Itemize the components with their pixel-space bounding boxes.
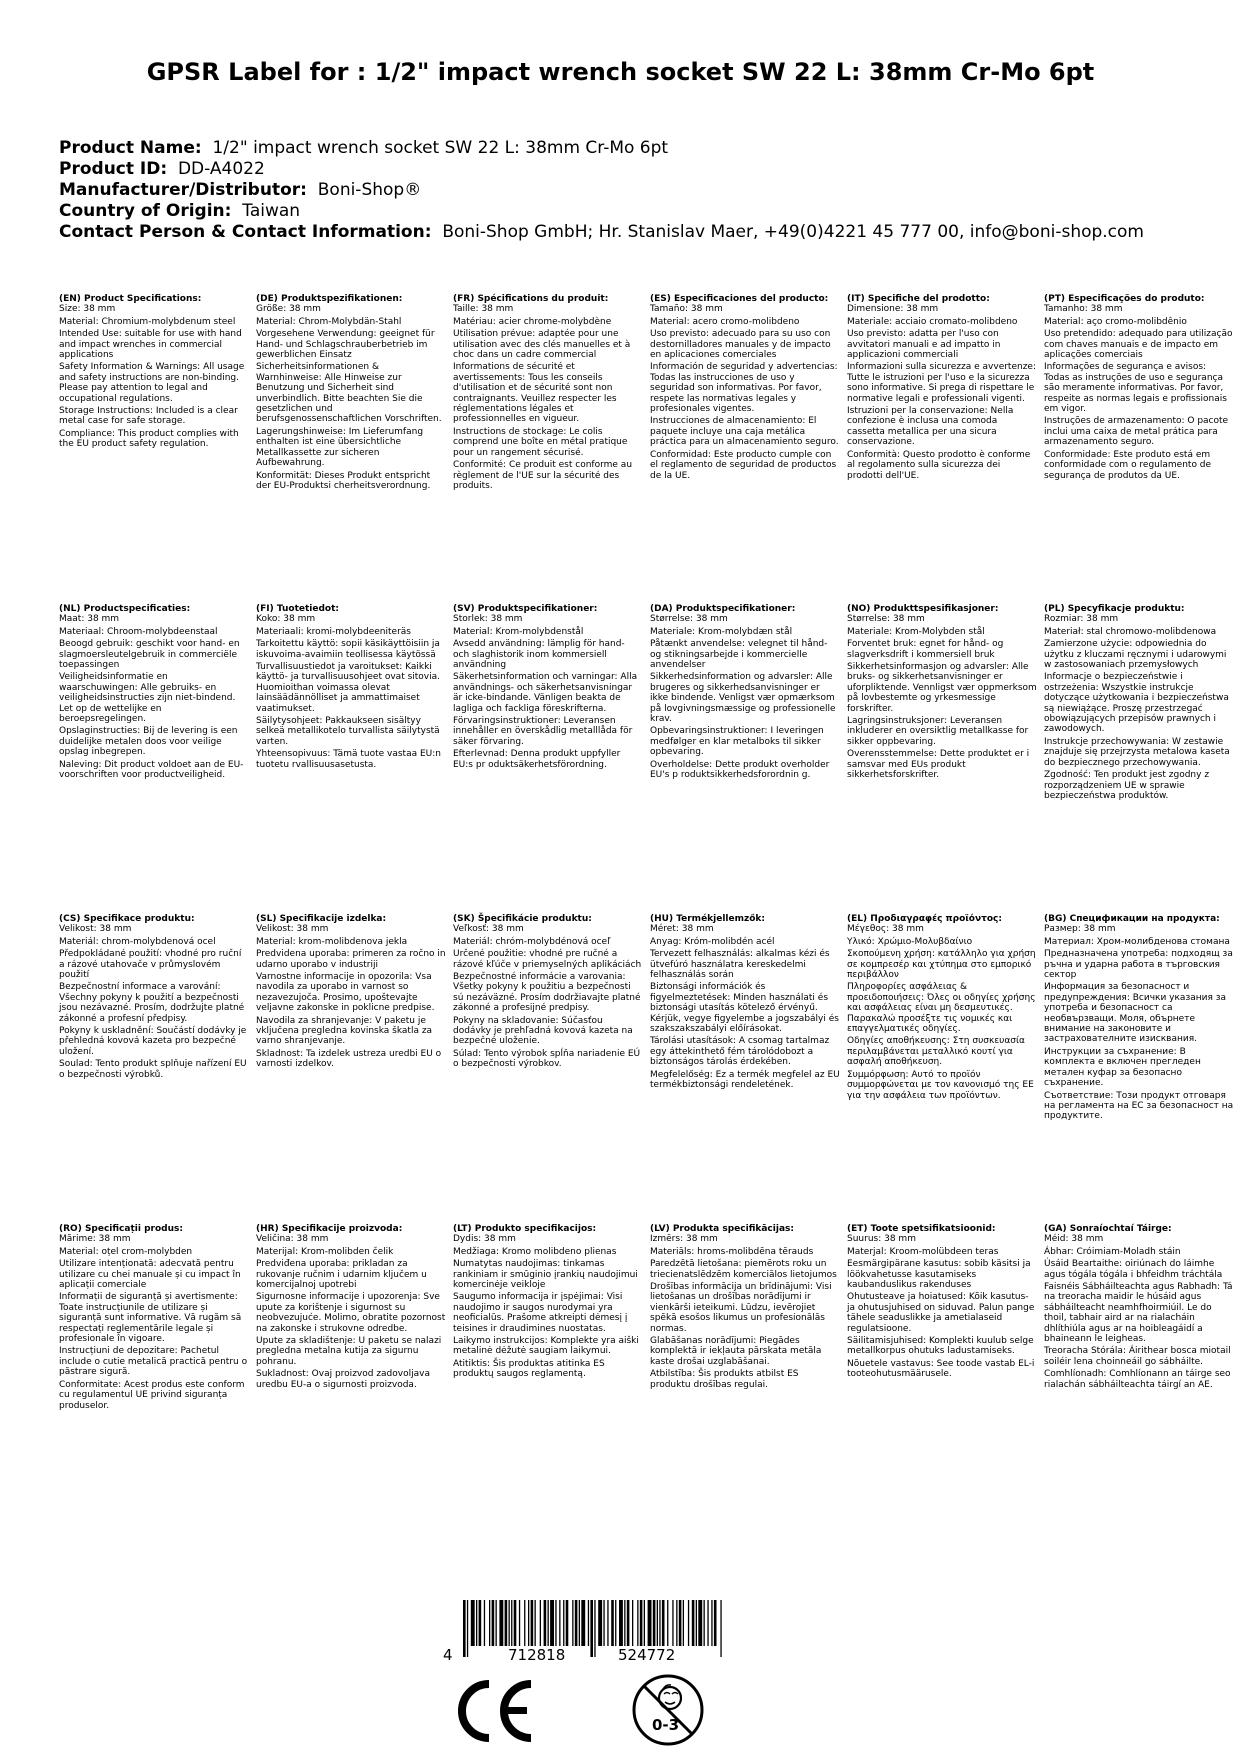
barcode-bar	[598, 1600, 602, 1646]
spec-line: Saugumo informacija ir įspėjimai: Visi naudojimo ir saugos nurodymai yra neoficialūs. Prašome atkreipti dėmesį į teisines ir draudimines nuostatas.	[453, 1292, 628, 1334]
spec-line: Materiał: stal chromowo-molibdenowa	[1044, 626, 1217, 637]
spec-line: Material: Krom-molybdenstål	[453, 626, 584, 637]
language-heading: (EL) Προδιαγραφές προϊόντος:	[847, 914, 1002, 924]
spec-line: Storage Instructions: Included is a clear metal case for safe storage.	[59, 406, 238, 427]
spec-line: Skladnost: Ta izdelek ustreza uredbi EU o varnosti izdelkov.	[256, 1048, 442, 1070]
spec-line: Conformità: Questo prodotto è conforme al regolamento sulla sicurezza dei prodotti dell'UE.	[847, 449, 1031, 481]
language-block	[1044, 294, 1234, 483]
language-heading: (NO) Produkttspesifikasjoner:	[847, 604, 999, 614]
spec-line: Conformidad: Este producto cumple con el reglamento de seguridad de productos de la UE.	[650, 449, 837, 481]
spec-line: Konformität: Dieses Produkt entspricht der EU-Produktsi cherheitsverordnung.	[256, 470, 431, 491]
barcode-bar	[653, 1600, 656, 1646]
info-label: Product ID:	[59, 159, 168, 179]
spec-line: Material: Chrom-Molybdän-Stahl	[256, 316, 402, 327]
spec-line: Soulad: Tento produkt splňuje nařízení EU o bezpečnosti výrobků.	[59, 1059, 247, 1080]
barcode-bar	[531, 1600, 534, 1646]
barcode-bar	[479, 1600, 482, 1646]
spec-line: Størrelse: 38 mm	[847, 614, 925, 625]
language-block	[59, 604, 249, 783]
spec-line: Súlad: Tento výrobok spĺňa nariadenie EÚ o bezpečnosti výrobkov.	[453, 1048, 641, 1070]
language-heading: (FR) Spécifications du produit:	[453, 294, 609, 304]
spec-line: Materiale: Krom-molybdæn stål	[650, 626, 793, 637]
spec-line: Sicherheitsinformationen & Warnhinweise: Alle Hinweise zur Benutzung und Sicherheit sind unverbindlich. Bitte beachten Sie die gesetzlichen und berufsgenossenschaftlichen Vorschriften.	[256, 362, 442, 425]
spec-line: Pokyny na skladovanie: Súčasťou dodávky je prehľadná kovová kazeta na bezpečné uloženie.	[453, 1015, 633, 1047]
language-heading: (HR) Specifikacije proizvoda:	[256, 1224, 403, 1234]
spec-line: Efterlevnad: Denna produkt uppfyller EU:s pr oduktsäkerhetsförordning.	[453, 749, 621, 770]
language-block	[453, 294, 643, 493]
spec-line: Sukladnost: Ovaj proizvod zadovoljava uredbu EU-a o sigurnosti proizvoda.	[256, 1369, 430, 1390]
spec-line: Uso previsto: adecuado para su uso con destornilladores manuales y de impacto en aplicaciones comerciales	[650, 329, 831, 361]
info-label: Country of Origin:	[59, 201, 232, 221]
spec-line: Medžiaga: Kromo molibdeno plienas	[453, 1246, 617, 1257]
barcode-bar	[640, 1600, 643, 1646]
spec-line: Bezpečnostní informace a varování: Všechny pokyny k použití a bezpečnosti jsou nezávazné. Prosím, dodržujte platné zákonné a profesní předpisy.	[59, 982, 245, 1024]
info-product-name	[59, 138, 1144, 159]
spec-line: Πληροφορίες ασφάλειας & προειδοποιήσεις: Όλες οι οδηγίες χρήσης και ασφάλειας είναι μη δεσμευτικές. Παρακαλώ προσέξτε τις νομικές και επαγγελματικές οδηγίες.	[847, 982, 1036, 1035]
language-heading: (ES) Especificaciones del producto:	[650, 294, 829, 304]
spec-line: Maat: 38 mm	[59, 614, 120, 625]
language-block	[650, 1224, 840, 1392]
barcode-bar	[711, 1600, 712, 1646]
spec-line: Lagerungshinweise: Im Lieferumfang enthalten ist eine übersichtliche Metallkassette zur sicheren Aufbewahrung.	[256, 426, 424, 469]
barcode-bar	[540, 1600, 541, 1646]
info-product-id	[59, 159, 1144, 180]
spec-line: Informacje o bezpieczeństwie i ostrzeżenia: Wszystkie instrukcje dotyczące użytkowania i bezpieczeństwa są niewiążące. Proszę przestrzegać obowiązujących przepisów prawnych i zawodowych.	[1044, 672, 1229, 735]
barcode-bar	[514, 1600, 517, 1646]
spec-line: Rozmiar: 38 mm	[1044, 614, 1119, 625]
spec-line: Informații de siguranță și avertismente: Toate instrucțiunile de utilizare și siguranță sunt informative. Vă rugăm să respectați reglementările legale și profesionale în vigoare.	[59, 1292, 242, 1345]
barcode-bar	[619, 1600, 623, 1646]
barcode-bar	[692, 1600, 695, 1646]
spec-line: Forventet bruk: egnet for hånd- og slagverksdrift i kommersiell bruk	[847, 639, 1004, 660]
spec-line: Material: Chromium-molybdenum steel	[59, 316, 236, 327]
spec-line: Tarkoitettu käyttö: sopii käsikäyttöisiin ja iskuvoima-avaimiin teollisessa käytössä	[256, 639, 440, 660]
spec-line: Sikkerhetsinformasjon og advarsler: Alle bruks- og sikkerhetsanvisninger er uforpliktende. Vennligst vær oppmerksom på lovbestemte og yrkesmessige forskrifter.	[847, 662, 1037, 714]
spec-line: Určené použitie: vhodné pre ručné a rázové kľúče v priemyselných aplikáciách	[453, 949, 642, 970]
spec-line: Instruções de armazenamento: O pacote inclui uma caixa de metal prática para armazenamento seguro.	[1044, 416, 1229, 448]
spec-line: Säkerhetsinformation och varningar: Alla användnings- och säkerhetsanvisningar är icke-bindande. Vänligen beakta de lagliga och fackliga föreskrifterna.	[453, 672, 638, 714]
spec-line: Materiaal: Chroom-molybdeenstaal	[59, 626, 218, 637]
spec-line: Materiál: chrom-molybdenová ocel	[59, 936, 216, 947]
language-block	[847, 604, 1037, 783]
spec-line: Laikymo instrukcijos: Komplekte yra aiški metalinė dėžutė saugiam laikymui.	[453, 1336, 639, 1357]
barcode-bar	[511, 1600, 512, 1646]
barcode-bar	[535, 1600, 536, 1646]
language-block	[59, 1224, 249, 1413]
spec-line: Ábhar: Cróimiam-Moladh stáin	[1044, 1246, 1181, 1257]
language-block	[453, 914, 643, 1072]
spec-line: Safety Information & Warnings: All usage and safety instructions are non-binding. Please pay attention to legal and occupational regulations.	[59, 362, 245, 404]
spec-line: Conformité: Ce produit est conforme au règlement de l'UE sur la sécurité des produits.	[453, 460, 633, 491]
barcode-bar	[590, 1600, 593, 1657]
barcode-bar	[476, 1600, 477, 1646]
spec-line: Utilisation prévue: adaptée pour une utilisation avec des clés manuelles et à choc dans un cadre commercial	[453, 329, 631, 361]
spec-line: Υλικό: Χρώμιο-Μολυβδαίνιο	[847, 936, 973, 947]
ce-mark-icon	[455, 1676, 535, 1746]
info-country	[59, 201, 1144, 222]
spec-line: Numatytas naudojimas: tinkamas rankiniam ir smūginio įrankių naudojimui komercinėje veikloje	[453, 1259, 638, 1291]
language-heading: (LT) Produkto specifikacijos:	[453, 1224, 597, 1234]
spec-line: Material: aço cromo-molibdênio	[1044, 316, 1187, 327]
barcode-bar	[615, 1600, 616, 1646]
spec-line: Materiale: acciaio cromato-molibdeno	[847, 316, 1018, 327]
spec-line: Suurus: 38 mm	[847, 1234, 916, 1245]
spec-line: Tamanho: 38 mm	[1044, 304, 1123, 315]
barcode-bar	[544, 1600, 547, 1646]
barcode-bar	[603, 1600, 604, 1646]
spec-line: Paredzētā lietošana: piemērots roku un triecienatslēdzēm komerciālos lietojumos	[650, 1259, 837, 1280]
spec-line: Informations de sécurité et avertissements: Tous les conseils d'utilisation et de sécurité sont non contraignants. Veuillez respecter les réglementations légales et professionnelles en vigueur.	[453, 362, 617, 425]
barcode-bar	[489, 1600, 490, 1646]
spec-line: Anyag: Króm-molibdén acél	[650, 936, 775, 947]
spec-line: Materjal: Kroom-molübdeen teras	[847, 1246, 999, 1257]
spec-line: Mărime: 38 mm	[59, 1234, 131, 1245]
spec-line: Zamierzone użycie: odpowiednia do użytku z kluczami ręcznymi i udarowymi w zastosowaniach przemysłowych	[1044, 639, 1227, 671]
barcode-bar	[579, 1600, 580, 1646]
language-block	[847, 914, 1037, 1103]
info-value: DD-A4022	[177, 159, 265, 179]
spec-line: Velikost: 38 mm	[59, 924, 132, 935]
info-label: Manufacturer/Distributor:	[59, 180, 307, 200]
spec-line: Zgodność: Ten produkt jest zgodny z rozporządzeniem UE w sprawie bezpieczeństwa produktów.	[1044, 770, 1210, 801]
spec-line: Upute za skladištenje: U paketu se nalazi pregledna metalna kutija za sigurnu pohranu.	[256, 1336, 442, 1367]
spec-line: Ohutusteave ja hoiatused: Kõik kasutus- ja ohutusjuhised on siduvad. Palun pange tähele seaduslikke ja ametialaseid regulatsioone.	[847, 1292, 1035, 1334]
spec-line: Istruzioni per la conservazione: Nella confezione è inclusa una comoda cassetta metallica per una sicura conservazione.	[847, 406, 1014, 448]
language-heading: (ET) Toote spetsifikatsioonid:	[847, 1224, 996, 1234]
barcode-bar	[688, 1600, 689, 1646]
spec-line: Biztonsági információk és figyelmeztetések: Minden használati és biztonsági utasítás kötelező érvényű. Kérjük, vegye figyelembe a jogszabályi és szakszakszabályi előírásokat.	[650, 982, 839, 1035]
language-block	[650, 294, 840, 483]
barcode-bar	[632, 1600, 633, 1646]
barcode-bar	[555, 1600, 556, 1646]
barcode-bar	[463, 1600, 466, 1657]
spec-line: Informações de segurança e avisos: Todas as instruções de uso e segurança são meramente informativas. Por favor, respeite as normas legais e profissionais em vigor.	[1044, 362, 1227, 415]
spec-line: Atitiktis: Šis produktas atitinka ES produktų saugos reglamentą.	[453, 1358, 605, 1380]
barcode-bar	[720, 1600, 721, 1657]
barcode-bar	[471, 1600, 475, 1646]
spec-line: Vorgesehene Verwendung: geeignet für Hand- und Schlagschrauberbetrieb im gewerblichen Einsatz	[256, 329, 435, 361]
spec-line: Tárolási utasítások: A csomag tartalmaz egy áttekinthető fém tárolódobozt a biztonságos tárolás érdekében.	[650, 1036, 830, 1068]
barcode-bar	[644, 1600, 645, 1646]
barcode-bar	[637, 1600, 638, 1646]
barcode-bar	[484, 1600, 485, 1646]
spec-line: Veličina: 38 mm	[256, 1234, 329, 1245]
spec-line: Varnostne informacije in opozorila: Vsa navodila za uporabo in varnost so nezavezujoča. Prosimo, upoštevajte veljavne zakonske in poklicne predpise.	[256, 972, 435, 1014]
barcode-bar	[588, 1600, 589, 1646]
info-value: Boni-Shop®	[317, 180, 422, 200]
spec-line: Tervezett felhasználás: alkalmas kézi és ütvefúró használatra kereskedelmi felhasználás során	[650, 949, 830, 981]
spec-line: Materiaali: kromi-molybdeeniteräs	[256, 626, 411, 637]
language-heading: (CS) Specifikace produktu:	[59, 914, 195, 924]
barcode-bar	[659, 1600, 660, 1646]
language-heading: (HU) Termékjellemzők:	[650, 914, 766, 924]
spec-line: Overensstemmelse: Dette produktet er i samsvar med EUs produkt sikkerhetsforskrifter.	[847, 749, 1030, 781]
spec-line: Izmērs: 38 mm	[650, 1234, 718, 1245]
barcode-bar	[550, 1600, 554, 1646]
spec-line: Informazioni sulla sicurezza e avvertenze: Tutte le istruzioni per l'uso e la sicurezza sono informative. Si prega di rispettare le normative legali e professionali vigenti.	[847, 362, 1036, 404]
spec-line: Comhlíonadh: Comhlíonann an táirge seo rialachán sábháilteachta táirgí an AE.	[1044, 1369, 1231, 1390]
spec-line: Материал: Хром-молибденова стомана	[1044, 936, 1230, 947]
spec-line: Avsedd användning: lämplig för hand- och slaghistorik inom kommersiell användning	[453, 639, 625, 671]
language-block	[453, 1224, 643, 1382]
barcode-bar	[714, 1600, 717, 1646]
spec-line: Materiāls: hroms-molibdēna tērauds	[650, 1246, 814, 1257]
language-block	[453, 604, 643, 772]
language-block	[59, 914, 249, 1082]
spec-line: Predvidena uporaba: primeren za ročno in udarno uporabo v industriji	[256, 949, 446, 970]
spec-line: Förvaringsinstruktioner: Leveransen innehåller en överskådlig metalllåda för säker förvaring.	[453, 716, 633, 747]
language-block	[1044, 604, 1234, 803]
barcode-first-digit: 4	[443, 1646, 453, 1664]
language-heading: (BG) Спецификации на продукта:	[1044, 914, 1220, 924]
spec-line: Conformitate: Acest produs este conform cu regulamentul UE privind siguranța produselor.	[59, 1379, 245, 1411]
spec-line: Instrukcje przechowywania: W zestawie znajduje się przejrzysta metalowa kaseta do bezpiecznego przechowywania.	[1044, 736, 1230, 768]
spec-line: Предназначена употреба: подходящ за ръчна и ударна работа в търговския сектор	[1044, 949, 1233, 981]
barcode-bar	[667, 1600, 668, 1646]
spec-line: Säilytysohjeet: Pakkaukseen sisältyy selkeä metallikotelo turvallista säilytystä varten.	[256, 716, 440, 747]
spec-line: Turvallisuustiedot ja varoitukset: Kaikki käyttö- ja turvallisuusohjeet ovat sitovia. Huomioithan voimassa olevat lainsäädännölliset ja ammattimaiset vaatimukset.	[256, 662, 441, 714]
barcode-bar	[672, 1600, 673, 1646]
spec-line: Pokyny k uskladnění: Součástí dodávky je přehledná kovová kazeta pro bezpečné uložení.	[59, 1026, 247, 1057]
spec-line: Utilizare intenționată: adecvată pentru utilizare cu chei manuale și cu impact în aplicații comerciale	[59, 1259, 241, 1291]
spec-line: Materijal: Krom-molibden čelik	[256, 1246, 394, 1257]
barcode-bar	[698, 1600, 702, 1646]
barcode-bar	[594, 1600, 595, 1657]
barcode-right-digits: 524772	[618, 1646, 676, 1664]
spec-line: Säilitamisjuhised: Komplekti kuulub selge metallkorpus ohutuks ladustamiseks.	[847, 1336, 1034, 1357]
barcode-bar	[499, 1600, 503, 1646]
spec-line: Beoogd gebruik: geschikt voor hand- en slagmoersleutelgebruik in commerciële toepassingen	[59, 639, 240, 671]
spec-line: Velikost: 38 mm	[256, 924, 329, 935]
language-heading: (FI) Tuotetiedot:	[256, 604, 340, 614]
product-info	[59, 138, 1144, 243]
info-value: 1/2" impact wrench socket SW 22 L: 38mm Cr-Mo 6pt	[212, 138, 669, 158]
language-block	[847, 1224, 1037, 1382]
spec-line: Eesmärgipärane kasutus: sobib käsitsi ja löökvahetusse kasutamiseks kaubanduslikus rakenduses	[847, 1259, 1031, 1291]
spec-line: Méret: 38 mm	[650, 924, 714, 935]
language-heading: (IT) Specifiche del prodotto:	[847, 294, 990, 304]
spec-line: Σκοπούμενη χρήση: κατάλληλο για χρήση σε κομπρεσέρ και χτύπημα στο εμπορικό περιβάλλον	[847, 949, 1036, 981]
language-block	[256, 914, 446, 1072]
language-heading: (PT) Especificações do produto:	[1044, 294, 1205, 304]
info-value: Boni-Shop GmbH; Hr. Stanislav Maer, +49(0)4221 45 777 00, info@boni-shop.com	[442, 222, 1144, 242]
spec-line: Uso previsto: adatta per l'uso con avvitatori manuali e ad impatto in applicazioni commerciali	[847, 329, 1001, 361]
barcode-bar	[566, 1600, 569, 1646]
spec-line: Størrelse: 38 mm	[650, 614, 728, 625]
barcode-bar	[611, 1600, 614, 1646]
spec-line: Información de seguridad y advertencias: Todas las instrucciones de uso y seguridad son informativas. Por favor, respete las normativas legales y profesionales vigentes.	[650, 362, 838, 415]
language-block	[256, 1224, 446, 1392]
barcode-bar	[657, 1600, 658, 1646]
spec-line: Faisnéis Sábháilteachta agus Rabhadh: Tá na treoracha maidir le húsáid agus sábháilteacht neamhfhoirmiúil. Le do thoil, tabhair aird ar na rialacháin dhlíthiúla agus ar na hoibleagáidí a bhaineann le leigheas.	[1044, 1282, 1233, 1345]
barcode-bar	[505, 1600, 508, 1646]
info-label: Product Name:	[59, 138, 202, 158]
spec-line: Οδηγίες αποθήκευσης: Στη συσκευασία περιλαμβάνεται μεταλλικό κουτί για ασφαλή αποθήκευση.	[847, 1036, 1025, 1068]
spec-line: Μέγεθος: 38 mm	[847, 924, 924, 935]
barcode-bar	[676, 1600, 677, 1646]
spec-line: Úsáid Beartaithe: oiriúnach do láimhe agus tógála tógála i bhfeidhm tráchtála	[1044, 1259, 1223, 1280]
language-block	[650, 604, 840, 783]
barcode-bar	[627, 1600, 630, 1646]
barcode-bar	[575, 1600, 578, 1646]
language-heading: (DE) Produktspezifikationen:	[256, 294, 403, 304]
barcode-bar	[572, 1600, 573, 1646]
spec-line: Matériau: acier chrome-molybdène	[453, 316, 612, 327]
spec-line: Drošības informācija un brīdinājumi: Visi lietošanas un drošības norādījumi ir vienkārši ieteikumi. Lūdzu, ievērojiet spēkā esošos likumus un profesionālās normas.	[650, 1282, 832, 1334]
barcode-bar	[679, 1600, 682, 1646]
spec-line: Predviđena uporaba: prikladan za rukovanje ručnim i udarnim ključem u komercijalnoj upotrebi	[256, 1259, 427, 1291]
spec-line: Съответствие: Този продукт отговаря на регламента на ЕС за безопасност на продуктите.	[1044, 1090, 1234, 1122]
spec-line: Materiál: chróm-molybdénová oceľ	[453, 936, 611, 947]
spec-line: Size: 38 mm	[59, 304, 116, 315]
not-for-children-0-3-icon	[630, 1672, 706, 1748]
language-heading: (LV) Produkta specifikācijas:	[650, 1224, 794, 1234]
spec-line: Overholdelse: Dette produkt overholder EU's p roduktsikkerhedsforordnin g.	[650, 759, 830, 781]
barcode-bar	[662, 1600, 665, 1646]
language-block	[847, 294, 1037, 483]
spec-line: Opslaginstructies: Bij de levering is een duidelijke metalen doos voor veilige opslag inbegrepen.	[59, 726, 238, 758]
language-block	[256, 294, 446, 493]
spec-line: Veľkosť: 38 mm	[453, 924, 524, 935]
barcode-bar	[624, 1600, 625, 1646]
spec-line: Navodila za shranjevanje: V paketu je vključena pregledna kovinska škatla za varno shranjevanje.	[256, 1015, 433, 1047]
barcode-bar	[683, 1600, 684, 1646]
info-manufacturer	[59, 180, 1144, 201]
spec-line: Bezpečnostné informácie a varovania: Všetky pokyny k použitiu a bezpečnosti sú nezáväzné. Prosím dodržiavajte platné zákonné a profesijné predpisy.	[453, 972, 641, 1014]
spec-line: Taille: 38 mm	[453, 304, 514, 315]
spec-line: Информация за безопасност и предупреждения: Всички указания за употреба и безопасност са необвързващи. Моля, обърнете внимание на законовите и застраховатeлните изисквания.	[1044, 982, 1227, 1045]
spec-line: Sikkerhedsinformation og advarsler: Alle brugeres og sikkerhedsanvisninger er ikke bindende. Venligst vær opmærksom på lovgivningsmæssige og professionelle krav.	[650, 672, 836, 725]
spec-line: Glabāšanas norādījumi: Piegādes komplektā ir iekļauta pārskata metāla kaste drošai uzglabāšanai.	[650, 1336, 822, 1367]
barcode-bar	[559, 1600, 560, 1646]
spec-line: Compliance: This product complies with the EU product safety regulation.	[59, 428, 239, 450]
spec-line: Instrucțiuni de depozitare: Pachetul include o cutie metalică practică pentru o păstrare sigură.	[59, 1346, 248, 1378]
language-heading: (SV) Produktspecifikationer:	[453, 604, 598, 614]
barcode-left-digits: 712818	[508, 1646, 566, 1664]
spec-line: Naleving: Dit product voldoet aan de EU-voorschriften voor productveiligheid.	[59, 759, 244, 781]
spec-line: Dimensione: 38 mm	[847, 304, 939, 315]
spec-line: Intended Use: suitable for use with hand and impact wrenches in commercial applications	[59, 329, 242, 361]
spec-line: Συμμόρφωση: Αυτό το προϊόν συμμορφώνεται με τον κανονισμό της ΕΕ για την ασφάλεια των προϊόντων.	[847, 1069, 1034, 1101]
barcode-bar	[707, 1600, 708, 1646]
language-block	[256, 604, 446, 772]
info-label: Contact Person & Contact Information:	[59, 222, 432, 242]
spec-line: Conformidade: Este produto está em conformidade com o regulamento de segurança de produtos da UE.	[1044, 449, 1212, 481]
language-block	[59, 294, 249, 452]
barcode-bar	[524, 1600, 525, 1646]
language-block	[1044, 914, 1234, 1124]
barcode-bar	[492, 1600, 495, 1646]
spec-line: Instrucciones de almacenamiento: El paquete incluye una caja metálica práctica para un almacenamiento seguro.	[650, 416, 839, 448]
spec-line: Material: oțel crom-molybden	[59, 1246, 193, 1257]
language-block	[650, 914, 840, 1093]
spec-line: Atbilstība: Šis produkts atbilst ES produktu drošības regulai.	[650, 1369, 799, 1390]
language-block	[1044, 1224, 1234, 1392]
barcode-bar	[467, 1600, 468, 1657]
spec-line: Treoracha Stórála: Áirithear bosca miotail soiléir lena choinneáil go sábháilte.	[1044, 1346, 1231, 1367]
barcode-bar	[563, 1600, 564, 1646]
spec-line: Größe: 38 mm	[256, 304, 321, 315]
barcode-bar	[509, 1600, 510, 1646]
spec-line: Material: acero cromo-molibdeno	[650, 316, 800, 327]
barcode-bar	[648, 1600, 652, 1646]
spec-line: Material: krom-molibdenova jekla	[256, 936, 408, 947]
barcode-bar	[704, 1600, 705, 1646]
spec-line: Storlek: 38 mm	[453, 614, 523, 625]
spec-line: Lagringsinstruksjoner: Leveransen inkluderer en oversiktlig metallkasse for sikker oppbevaring.	[847, 716, 1029, 747]
spec-line: Размер: 38 mm	[1044, 924, 1116, 935]
barcode-bar	[696, 1600, 697, 1646]
barcode-bar	[528, 1600, 529, 1646]
spec-line: Tamaño: 38 mm	[650, 304, 723, 315]
info-value: Taiwan	[242, 201, 301, 221]
spec-line: Méid: 38 mm	[1044, 1234, 1104, 1245]
spec-line: Инструкции за съхранение: В комплекта е включен прегледен метален куфар за безопасно съхранение.	[1044, 1046, 1201, 1089]
barcode-bar	[519, 1600, 520, 1646]
spec-line: Yhteensopivuus: Tämä tuote vastaa EU:n tuotetu rvallisuusasetusta.	[256, 749, 441, 770]
spec-line: Instructions de stockage: Le colis comprend une boîte en métal pratique pour un rangement sécurisé.	[453, 426, 628, 458]
language-heading: (PL) Specyfikacje produktu:	[1044, 604, 1185, 614]
spec-line: Materiale: Krom-Molybden stål	[847, 626, 985, 637]
spec-line: Předpokládané použití: vhodné pro ruční a rázové utahovače v průmyslovém použití	[59, 949, 242, 981]
spec-line: Veiligheidsinformatie en waarschuwingen: Alle gebruiks- en veiligheidsinstructies zijn niet-bindend. Let op de wettelijke en beroepsregelingen.	[59, 672, 236, 725]
language-heading: (DA) Produktspecifikationer:	[650, 604, 796, 614]
spec-line: Dydis: 38 mm	[453, 1234, 516, 1245]
spec-line: Nõuetele vastavus: See toode vastab EL-i tooteohutusmäärusele.	[847, 1358, 1035, 1380]
spec-line: Påtænkt anvendelse: velegnet til hånd- og stikningsarbejde i kommercielle anvendelser	[650, 639, 828, 671]
spec-line: Sigurnosne informacije i upozorenja: Sve upute za korištenje i sigurnost su neobvezujuće. Molimo, obratite pozornost na zakonske i strukovne odredbe.	[256, 1292, 446, 1334]
spec-line: Opbevaringsinstruktioner: I leveringen medfølger en klar metalboks til sikker opbevaring.	[650, 726, 824, 758]
language-heading: (GA) Sonraíochtaí Táirge:	[1044, 1224, 1172, 1234]
language-heading: (SL) Specifikacije izdelka:	[256, 914, 387, 924]
info-contact	[59, 222, 1144, 243]
age-label: 0-3	[652, 1716, 680, 1734]
language-heading: (RO) Specificații produs:	[59, 1224, 183, 1234]
barcode-bar	[581, 1600, 585, 1646]
spec-line: Koko: 38 mm	[256, 614, 316, 625]
barcode-bar	[607, 1600, 608, 1646]
ean-barcode	[463, 1600, 723, 1657]
language-heading: (NL) Productspecificaties:	[59, 604, 191, 614]
page-title: GPSR Label for : 1/2" impact wrench socket SW 22 L: 38mm Cr-Mo 6pt	[146, 58, 1095, 86]
barcode-bar	[548, 1600, 549, 1646]
language-heading: (EN) Product Specifications:	[59, 294, 202, 304]
language-heading: (SK) Špecifikácie produktu:	[453, 914, 592, 924]
spec-line: Uso pretendido: adequado para utilização com chaves manuais e de impacto em aplicações comerciais	[1044, 329, 1233, 361]
spec-line: Megfelelőség: Ez a termék megfelel az EU termékbiztonsági rendeletének.	[650, 1069, 840, 1091]
barcode-bar	[496, 1600, 497, 1646]
